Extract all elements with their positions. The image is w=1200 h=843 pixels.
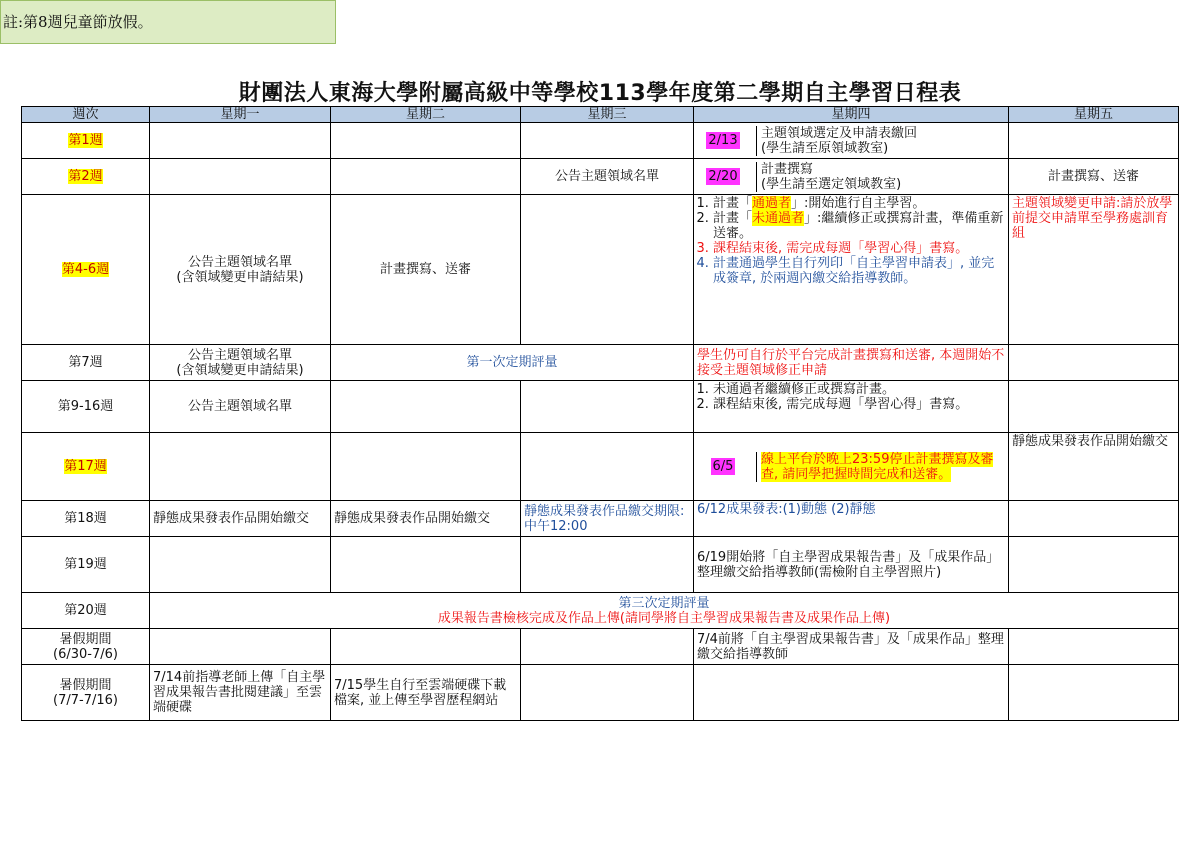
thu-text: 線上平台於晚上23:59停止計畫撰寫及審查, 請同學把握時間完成和送審。 <box>761 451 994 482</box>
header-row <box>22 107 1179 123</box>
week-label: 暑假期間 <box>59 631 112 647</box>
week-label: 第17週 <box>64 459 107 474</box>
thu-cell <box>694 381 1009 433</box>
thu-cell: 6/19開始將「自主學習成果報告書」及「成果作品」整理繳交給指導教師(需檢附自主學習照片) <box>694 537 1009 593</box>
thu-cell <box>694 123 1009 159</box>
page-title: 財團法人東海大學附屬高級中等學校113學年度第二學期自主學習日程表 <box>238 81 962 106</box>
thu-text: 計畫撰寫 <box>761 161 814 177</box>
week-cell: 第19週 <box>22 537 150 593</box>
exam-cell: 第一次定期評量 <box>331 345 694 381</box>
mon-cell: 7/14前指導老師上傳「自主學習成果報告書批閱建議」至雲端硬碟 <box>150 665 331 721</box>
fri-cell <box>1009 537 1179 593</box>
list-item: 4. 計畫通過學生自行列印「自主學習申請表」, 並完成簽章, 於兩週內繳交給指導教師。 <box>713 256 1005 286</box>
header-fri: 星期五 <box>1009 107 1179 123</box>
fri-cell: 靜態成果發表作品開始繳交 <box>1009 433 1179 501</box>
list-item: 1. 計畫「通過者」:開始進行自主學習。 <box>713 196 1005 211</box>
thu-cell <box>694 433 1009 501</box>
fri-cell <box>1009 123 1179 159</box>
tue-cell <box>331 123 521 159</box>
wed-cell <box>521 123 694 159</box>
week-label: 第2週 <box>68 169 103 184</box>
table-row <box>22 501 1179 537</box>
week-cell: 第18週 <box>22 501 150 537</box>
header-tue: 星期二 <box>331 107 521 123</box>
week-cell: 第9-16週 <box>22 381 150 433</box>
exam-text: 第三次定期評量 <box>618 595 710 611</box>
mon-cell <box>150 123 331 159</box>
table-row <box>22 629 1179 665</box>
thu-text: (學生請至選定領域教室) <box>761 176 902 192</box>
week-cell: 第20週 <box>22 593 150 629</box>
mon-text: 公告主題領域名單 <box>187 347 292 363</box>
table-row <box>22 433 1179 501</box>
week-label: 暑假期間 <box>59 677 112 693</box>
wed-cell <box>521 665 694 721</box>
thu-list <box>697 196 1005 286</box>
wed-cell <box>521 433 694 501</box>
fri-cell <box>1009 501 1179 537</box>
table-row <box>22 195 1179 345</box>
tue-cell <box>331 433 521 501</box>
upload-text: 成果報告書檢核完成及作品上傳(請同學將自主學習成果報告書及成果作品上傳) <box>437 610 891 626</box>
fri-cell: 主題領域變更申請:請於放學前提交申請單至學務處訓育組 <box>1009 195 1179 345</box>
list-item: 1. 未通過者繼續修正或撰寫計畫。 <box>713 382 1005 397</box>
date-badge: 2/20 <box>708 169 738 184</box>
header-week: 週次 <box>22 107 150 123</box>
mon-cell: 公告主題領域名單 <box>150 381 331 433</box>
thu-cell <box>694 159 1009 195</box>
note-box: 註:第8週兒童節放假。 <box>0 0 336 44</box>
tue-cell <box>331 629 521 665</box>
list-item: 3. 課程結束後, 需完成每週「學習心得」書寫。 <box>713 241 1005 256</box>
mon-text: (含領域變更申請結果) <box>176 269 304 285</box>
week-cell <box>22 123 150 159</box>
schedule-table <box>21 106 1179 721</box>
list-item: 2. 課程結束後, 需完成每週「學習心得」書寫。 <box>713 397 1005 412</box>
mon-cell <box>150 195 331 345</box>
fri-cell <box>1009 665 1179 721</box>
table-row <box>22 159 1179 195</box>
table-row <box>22 345 1179 381</box>
table-row <box>22 123 1179 159</box>
header-mon: 星期一 <box>150 107 331 123</box>
mon-cell: 靜態成果發表作品開始繳交 <box>150 501 331 537</box>
table-row <box>22 381 1179 433</box>
fri-cell <box>1009 629 1179 665</box>
mon-cell <box>150 345 331 381</box>
wed-cell: 公告主題領域名單 <box>521 159 694 195</box>
table-row <box>22 593 1179 629</box>
thu-cell <box>694 195 1009 345</box>
week-label: (7/7-7/16) <box>53 692 118 708</box>
date-badge: 2/13 <box>708 133 738 148</box>
fri-cell: 計畫撰寫、送審 <box>1009 159 1179 195</box>
wed-cell <box>521 381 694 433</box>
week-cell <box>22 629 150 665</box>
thu-cell: 7/4前將「自主學習成果報告書」及「成果作品」整理繳交給指導教師 <box>694 629 1009 665</box>
wed-cell <box>521 537 694 593</box>
list-item: 2. 計畫「未通過者」:繼續修正或撰寫計畫，準備重新送審。 <box>713 211 1005 241</box>
week-label: (6/30-7/6) <box>53 646 118 662</box>
tue-cell <box>331 159 521 195</box>
mon-cell <box>150 433 331 501</box>
header-wed: 星期三 <box>521 107 694 123</box>
week-cell <box>22 195 150 345</box>
thu-list <box>697 382 1005 412</box>
week-label: 第1週 <box>68 133 103 148</box>
mon-text: 公告主題領域名單 <box>187 254 292 270</box>
thu-cell: 6/12成果發表:(1)動態 (2)靜態 <box>694 501 1009 537</box>
fri-cell <box>1009 345 1179 381</box>
thu-cell: 學生仍可自行於平台完成計畫撰寫和送審, 本週開始不接受主題領域修正申請 <box>694 345 1009 381</box>
table-row <box>22 537 1179 593</box>
week-cell <box>22 433 150 501</box>
mon-cell <box>150 159 331 195</box>
week-cell: 第7週 <box>22 345 150 381</box>
header-thu: 星期四 <box>694 107 1009 123</box>
wed-cell: 靜態成果發表作品繳交期限:中午12:00 <box>521 501 694 537</box>
week-cell <box>22 159 150 195</box>
tue-cell <box>331 381 521 433</box>
wed-cell <box>521 629 694 665</box>
fri-cell <box>1009 381 1179 433</box>
date-badge: 6/5 <box>712 459 734 474</box>
thu-text: (學生請至原領域教室) <box>761 140 889 156</box>
week-cell <box>22 665 150 721</box>
mon-cell <box>150 537 331 593</box>
week-label: 第4-6週 <box>61 262 110 277</box>
wed-cell <box>521 195 694 345</box>
thu-cell <box>694 665 1009 721</box>
tue-cell <box>331 537 521 593</box>
table-row <box>22 665 1179 721</box>
tue-cell: 7/15學生自行至雲端硬碟下載檔案, 並上傳至學習歷程網站 <box>331 665 521 721</box>
merged-cell <box>150 593 1179 629</box>
tue-cell: 計畫撰寫、送審 <box>331 195 521 345</box>
mon-text: (含領域變更申請結果) <box>176 362 304 378</box>
tue-cell: 靜態成果發表作品開始繳交 <box>331 501 521 537</box>
mon-cell <box>150 629 331 665</box>
thu-text: 主題領域選定及申請表繳回 <box>761 125 918 141</box>
